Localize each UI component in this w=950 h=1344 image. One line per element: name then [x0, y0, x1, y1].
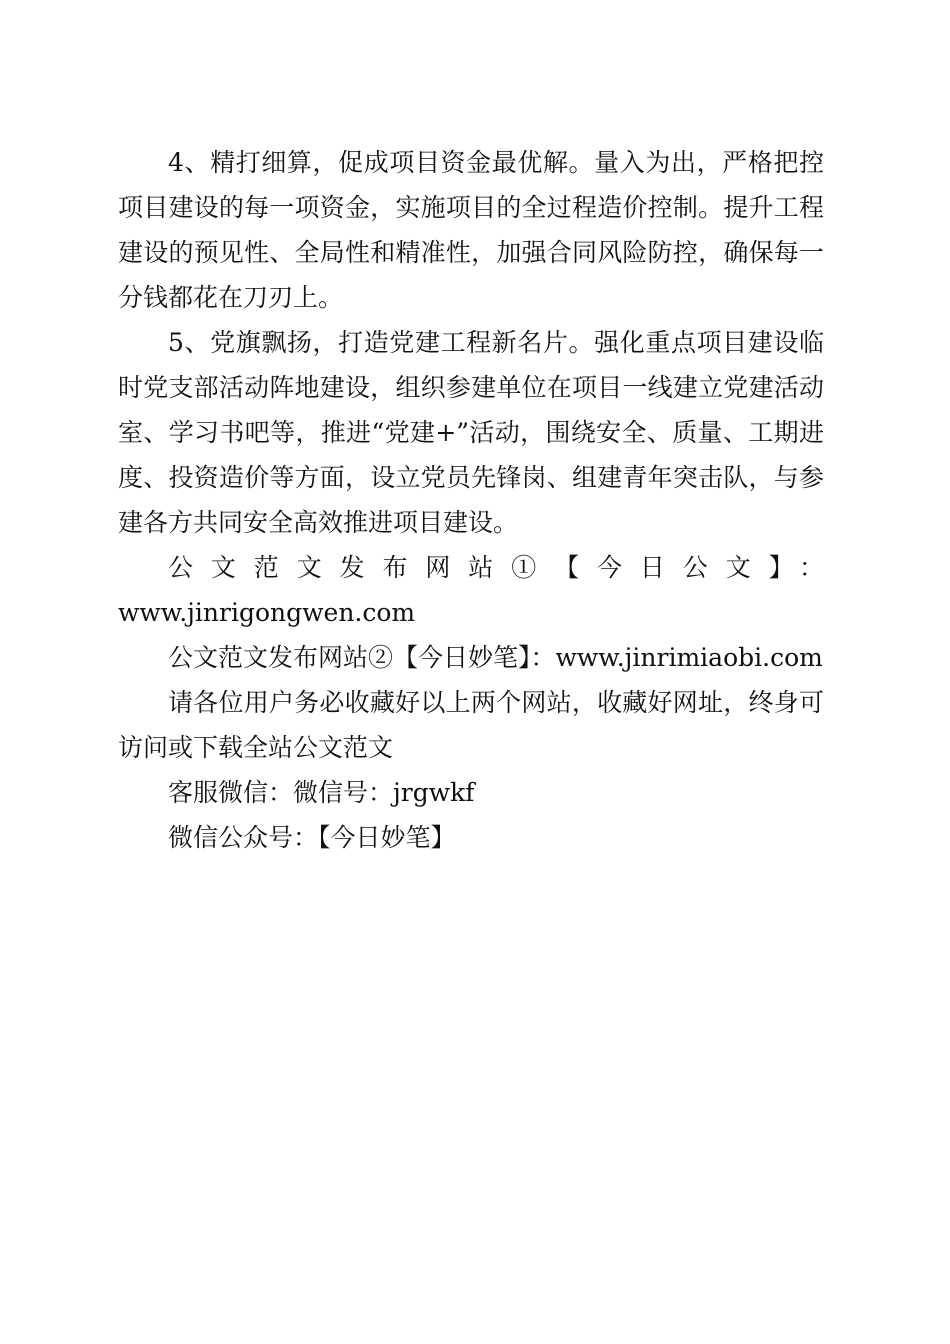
bookmark-notice: 请各位用户务必收藏好以上两个网站，收藏好网址，终身可访问或下载全站公文范文 [118, 688, 824, 762]
site1-url: www.jinrigongwen.com [118, 598, 416, 627]
site1-label: 公文范文发布网站①【今日公文】： [168, 553, 824, 582]
customer-service-wechat: 客服微信：微信号：jrgwkf [168, 778, 475, 807]
official-account: 微信公众号：【今日妙笔】 [168, 823, 456, 852]
document-body [118, 140, 824, 860]
paragraph-item-4: 4、精打细算，促成项目资金最优解。量入为出，严格把控项目建设的每一项资金，实施项目的全过程造价控制。提升工程建设的预见性、全局性和精准性，加强合同风险防控，确保每一分钱都花在刀刃上。 [118, 148, 824, 312]
site2-line: 公文范文发布网站②【今日妙笔】：www.jinrimiaobi.com [168, 643, 823, 672]
paragraph-item-5: 5、党旗飘扬，打造党建工程新名片。强化重点项目建设临时党支部活动阵地建设，组织参建单位在项目一线建立党建活动室、学习书吧等，推进“党建+”活动，围绕安全、质量、工期进度、投资造价等方面，设立党员先锋岗、组建青年突击队，与参建各方共同安全高效推进项目建设。 [118, 328, 824, 537]
